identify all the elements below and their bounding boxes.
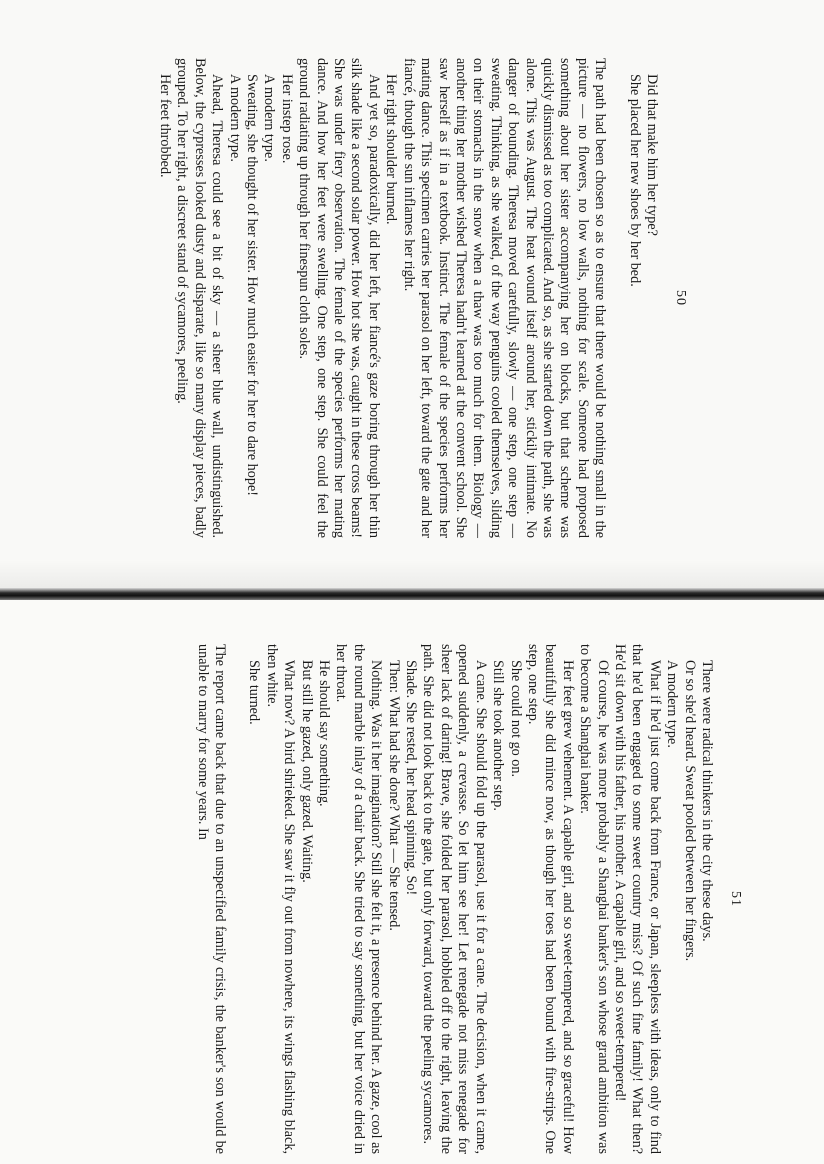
- paragraph: Her instep rose.: [278, 74, 295, 164]
- page-number: 51: [728, 891, 743, 907]
- page-51-column: [193, 644, 743, 1154]
- paragraph: What if he'd just come back from France, or Japan, sleepless with ideas, only to find that he'd been engaged to some sweet country miss? Of such fine family! What then? He'd sit down with his father, his mother. A capable girl, and so sweet-tempered!: [611, 644, 663, 1154]
- gutter-shadow: [0, 560, 824, 590]
- paragraph: Nothing. Was it her imagination? Still she felt it, a presence behind her. A gaze, cool as the round marble inlay of a chair back. She tried to say something, but her voice dried in her throat.: [333, 644, 385, 1154]
- paragraph: A modern type.: [226, 74, 243, 162]
- paragraph: The report came back that due to an unspecified family crisis, the banker's son would be unable to marry for some years. In: [194, 644, 229, 1154]
- paragraph: Shade. She rested, her head spinning. So!: [403, 660, 420, 896]
- paragraph: Her feet grew vehement. A capable girl, and so sweet-tempered, and so graceful! How beautifully she did mince now, as though her toes had been bound with fire-strips. One step, one step.: [524, 644, 576, 1154]
- page-right: [0, 600, 824, 1164]
- paragraph: Her right shoulder burned.: [383, 74, 400, 225]
- paragraph: Or so she'd heard. Sweat pooled between her fingers.: [681, 660, 698, 962]
- paragraph: Ahead, Theresa could see a bit of sky — a sheer blue wall, undistinguished. Below, the cypresses looked dusty and disparate, like so many display pieces, badly grouped. To her right, a discreet stand of sycamores, peeling.: [174, 58, 226, 538]
- page-50-column: [156, 58, 688, 538]
- paragraph: But still he gazed, only gazed. Waiting.: [298, 660, 315, 883]
- paragraph: Still she took another step.: [490, 660, 507, 811]
- paragraph: Then: What had she done? What — She tensed.: [385, 660, 402, 931]
- paragraph: What now? A bird shrieked. She saw it fly out from nowhere, its wings flashing black, then white.: [263, 644, 298, 1154]
- paragraph: The path had been chosen so as to ensure that there would be nothing small in the picture — no flowers, no low walls, nothing for scale. Someone had proposed something about her sister accompanying her on blocks, but that scheme was quickly dismissed as too complicated. And so, as she started down the path, she was alone. This was August. The heat wound itself around her, stickily intimate. No danger of bounding. Theresa moved carefully, slowly — one step, one step — sweating. Thinking, as she walked, of the way penguins cooled themselves, sliding on their stomachs in the snow when a thaw was too much for them. Biology — another thing her mother wished Theresa hadn't learned at the convent school. She saw herself as if in a textbook. Instinct. The female of the species performs her mating dance. This specimen carries her parasol on her left, toward the gate and her fiancé, though the sun inflames her right.: [400, 58, 609, 538]
- paragraph: He should say something.: [316, 660, 333, 807]
- paragraph: A modern type.: [664, 660, 681, 748]
- paragraph: She placed her new shoes by her bed.: [626, 74, 643, 287]
- paragraph: A cane. She should fold up the parasol, use it for a cane. The decision, when it came, opened suddenly, a crevasse. So let him see her! Let renegade not miss renegade for sheer lack of daring! Brave, she folded her parasol, hobbled off to the right, leaving the path. She did not look back to the gate, but only forward, toward the peeling sycamores.: [420, 644, 489, 1154]
- paragraph: Sweating, she thought of her sister. How much easier for her to dare hope!: [244, 74, 261, 496]
- paragraph: And yet so, paradoxically, did her left, her fiancé's gaze boring through her thin silk shade like a second solar power. How hot she was, caught in these cross beams! She was under fiery observation. The female of the species performs her mating dance. And how her feet were swelling. One step, one step. She could feel the ground radiating up through her finespun cloth soles.: [296, 58, 382, 538]
- paragraph: A modern type.: [261, 74, 278, 162]
- paragraph: Of course, he was more probably a Shanghai banker's son whose grand ambition was to become a Shanghai banker.: [577, 644, 611, 1154]
- page-50-text: [156, 58, 660, 538]
- paragraph: There were radical thinkers in the city these days.: [699, 660, 715, 942]
- paragraph: Her feet throbbed.: [157, 74, 174, 178]
- page-number: 50: [673, 290, 688, 306]
- page-51-text: [193, 644, 715, 1154]
- paragraph: She turned.: [246, 660, 263, 725]
- paragraph: Did that make him her type?: [644, 74, 660, 236]
- paragraph: She could not go on.: [507, 660, 524, 778]
